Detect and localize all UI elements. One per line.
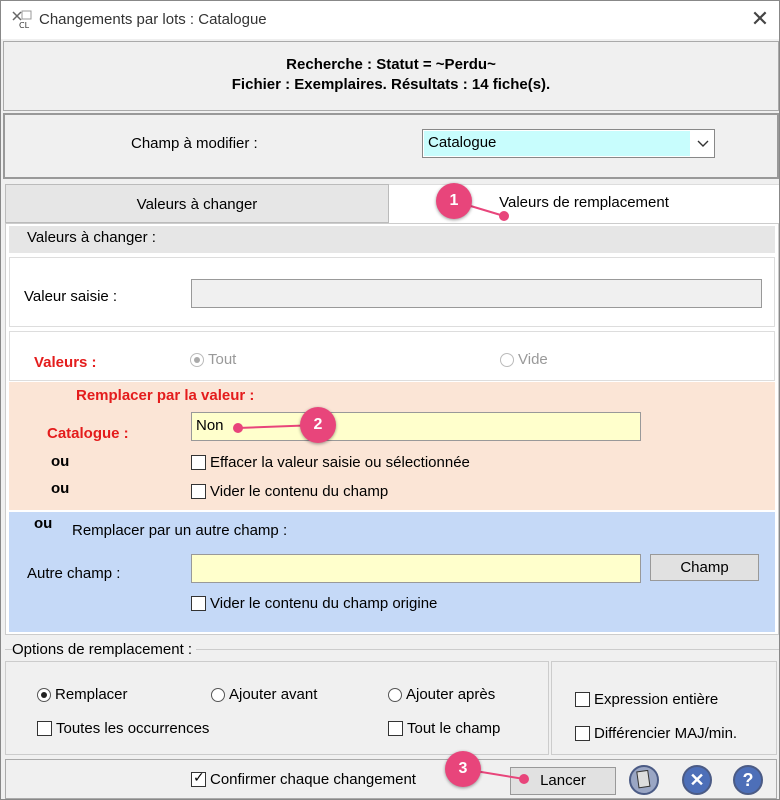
callout-dot: [233, 423, 243, 433]
radio-tout-label: Tout: [208, 351, 237, 368]
valeur-saisie-label: Valeur saisie :: [24, 288, 118, 305]
differencier-label: Différencier MAJ/min.: [594, 725, 738, 742]
vider-label: Vider le contenu du champ: [210, 483, 389, 500]
other-field-label: Autre champ :: [27, 565, 121, 582]
vider-origine-label: Vider le contenu du champ origine: [210, 595, 438, 612]
champ-button[interactable]: Champ: [650, 554, 759, 581]
help-icon[interactable]: ?: [733, 765, 763, 795]
radio-ajouter-avant-label: Ajouter avant: [229, 686, 318, 703]
catalogue-label: Catalogue :: [47, 425, 129, 442]
lancer-button[interactable]: Lancer: [510, 767, 616, 795]
radio-ajouter-apres-label: Ajouter après: [406, 686, 496, 703]
toutes-occurrences-label: Toutes les occurrences: [56, 720, 210, 737]
effacer-label: Effacer la valeur saisie ou sélectionnée: [210, 454, 470, 471]
callout-1: 1: [436, 183, 472, 219]
window-title: Changements par lots : Catalogue: [39, 11, 267, 28]
result-count: Fichier : Exemplaires. Résultats : 14 fiche(s).: [231, 76, 551, 93]
field-select-value: Catalogue: [424, 131, 690, 156]
valeurs-label: Valeurs :: [34, 354, 97, 371]
ou-label: ou: [34, 515, 53, 532]
tab-valeurs-de-remplacement[interactable]: Valeurs de remplacement: [389, 184, 779, 223]
ou-label: ou: [51, 453, 70, 470]
svg-text:CL: CL: [19, 21, 30, 30]
section-title: Valeurs à changer :: [9, 226, 775, 253]
close-icon[interactable]: ✕: [750, 6, 770, 31]
callout-dot: [519, 774, 529, 784]
tout-champ-label: Tout le champ: [407, 720, 501, 737]
radio-remplacer-label: Remplacer: [55, 686, 128, 703]
callout-lines: [1, 1, 780, 800]
expression-entiere-label: Expression entière: [594, 691, 719, 708]
confirm-label: Confirmer chaque changement: [210, 771, 416, 788]
replace-title: Remplacer par la valeur :: [76, 387, 255, 404]
callout-dot: [499, 211, 509, 221]
cancel-icon[interactable]: ✕: [682, 765, 712, 795]
search-criteria: Recherche : Statut = ~Perdu~: [286, 56, 496, 73]
replace-value-input[interactable]: Non: [191, 412, 641, 441]
ou-label: ou: [51, 480, 70, 497]
callout-3: 3: [445, 751, 481, 787]
other-field-title: Remplacer par un autre champ :: [72, 522, 288, 539]
options-title: Options de remplacement :: [12, 641, 196, 658]
callout-2: 2: [300, 407, 336, 443]
tab-valeurs-a-changer[interactable]: Valeurs à changer: [5, 184, 389, 223]
radio-vide-label: Vide: [518, 351, 548, 368]
field-label: Champ à modifier :: [131, 135, 258, 152]
